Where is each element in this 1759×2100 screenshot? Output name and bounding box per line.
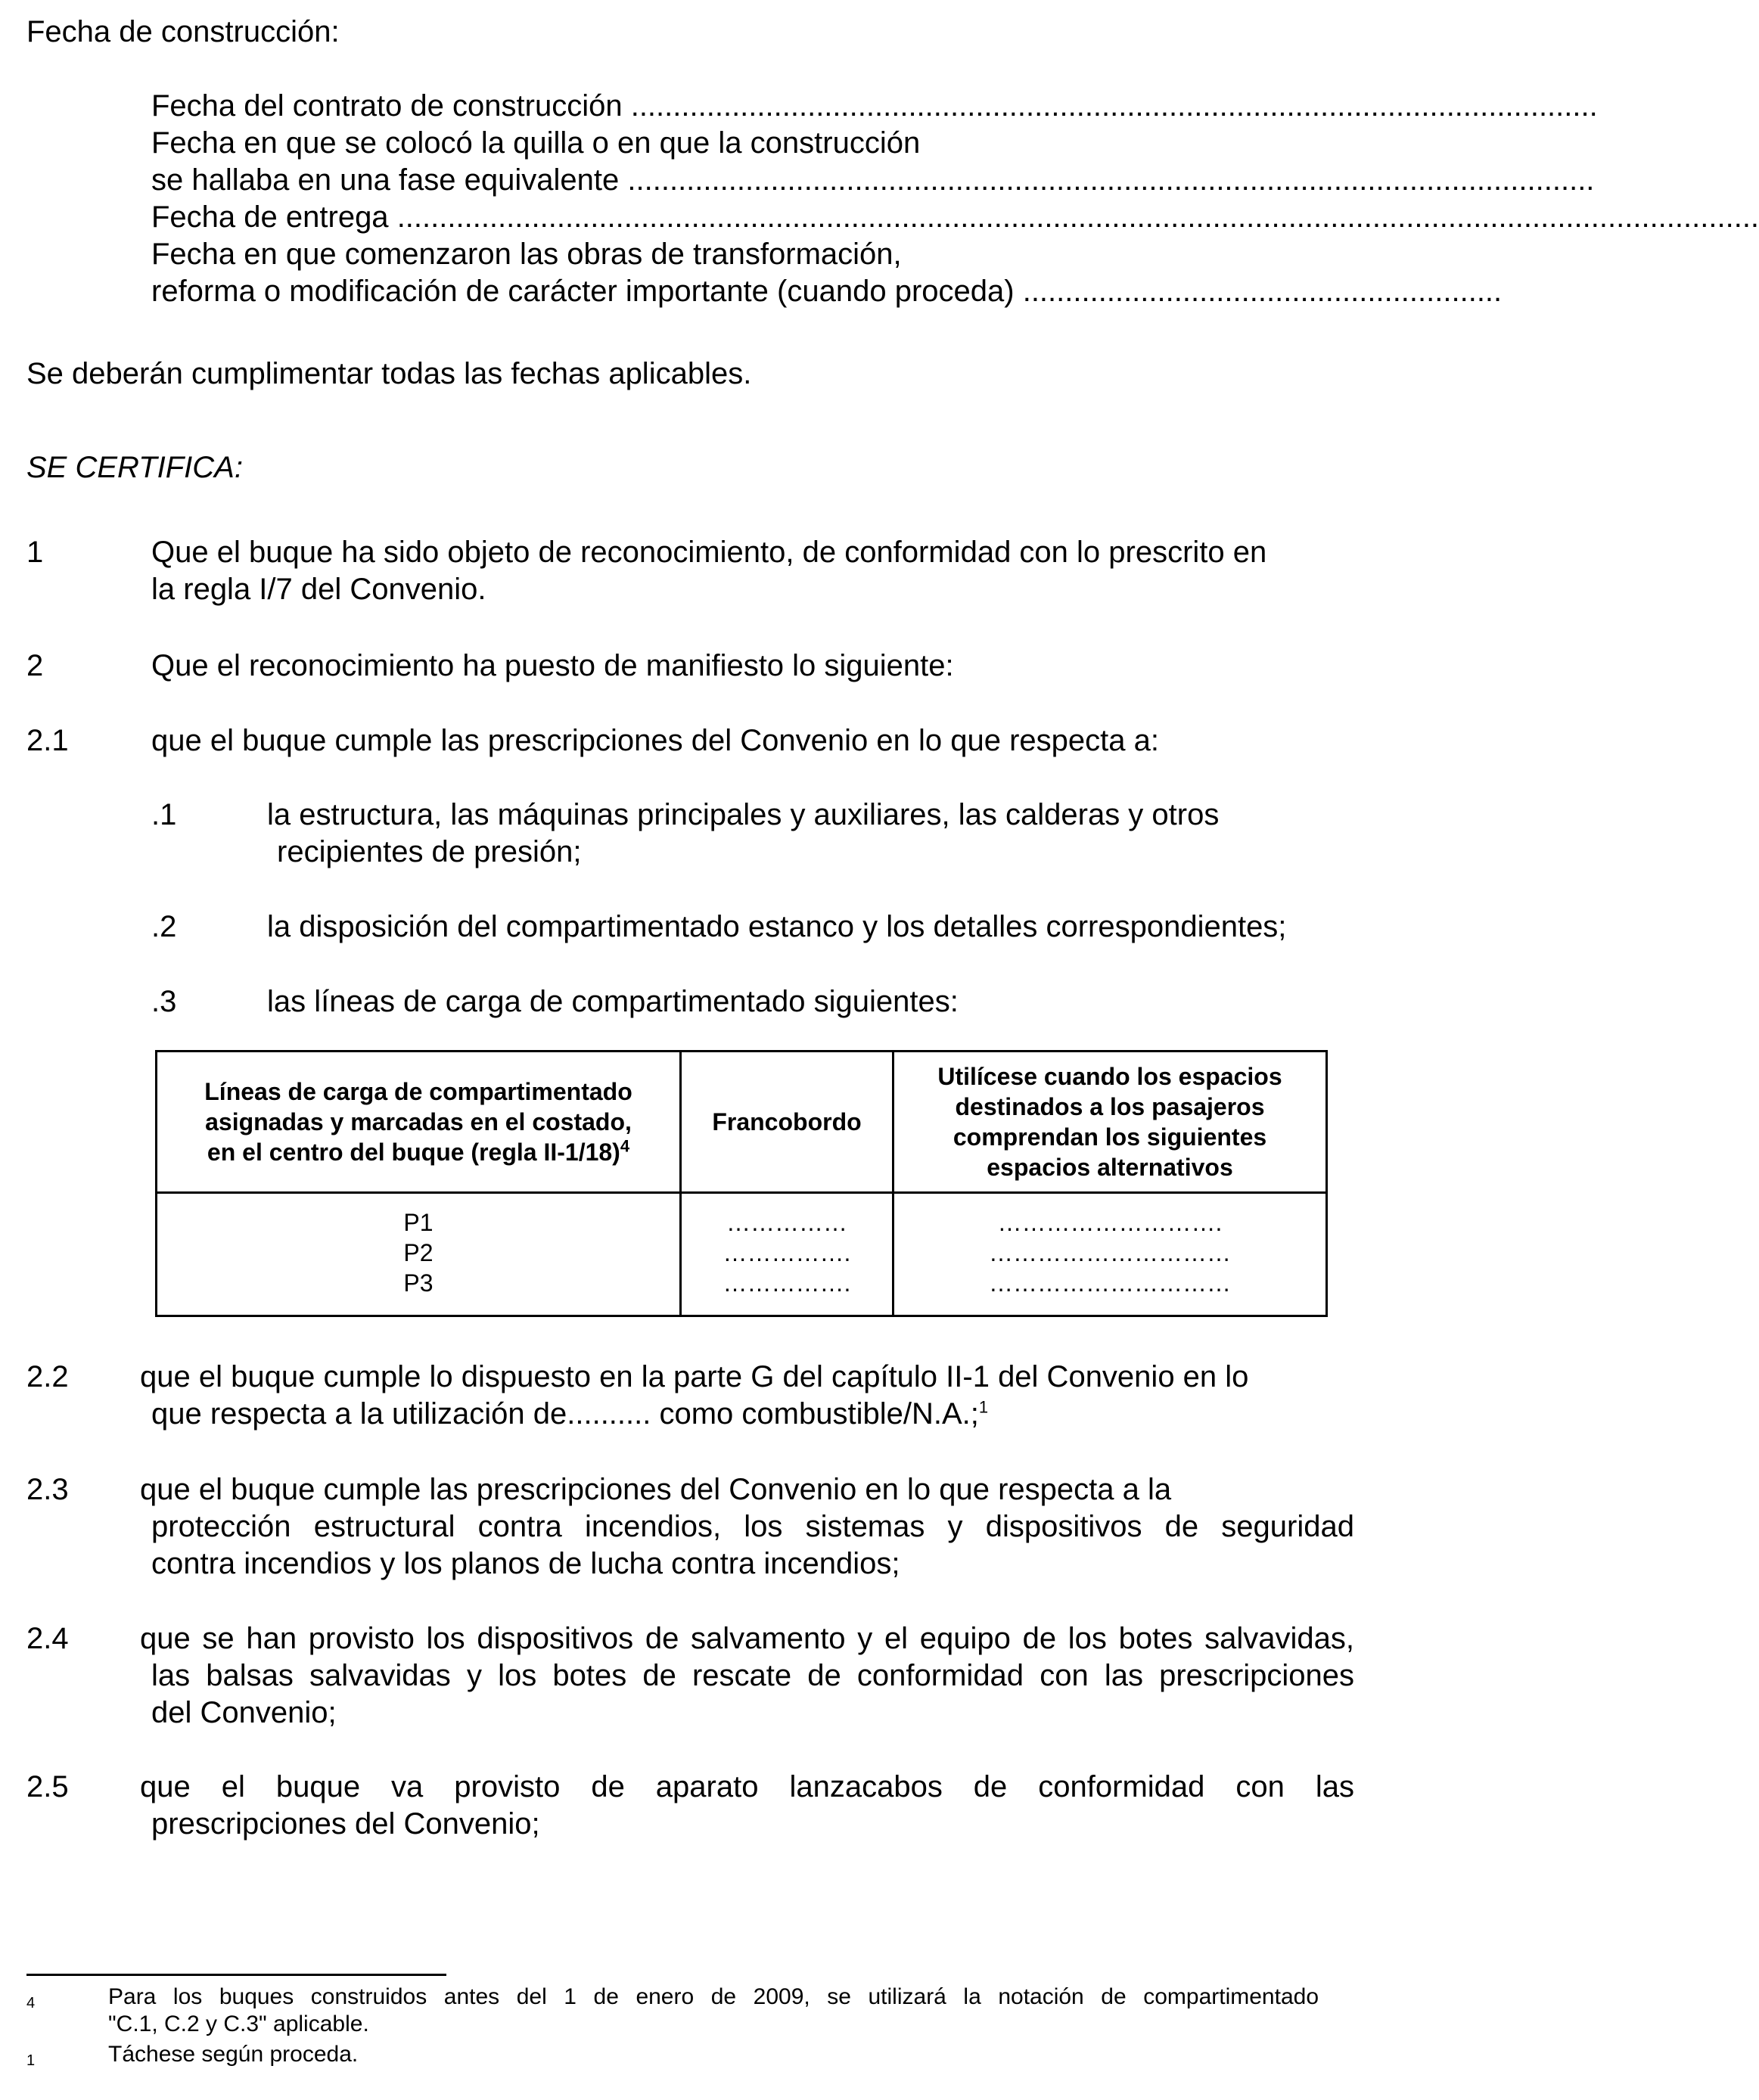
col-alternative-header (893, 1052, 1327, 1193)
item-2-1-text: que el buque cumple las prescripciones del Convenio en lo que respecta a: (151, 724, 1159, 757)
delivery-date-row (151, 199, 1759, 235)
dates-note: Se deberán cumplimentar todas las fechas aplicables. (26, 357, 752, 390)
item-2-text: Que el reconocimiento ha puesto de manifiesto lo siguiente: (151, 649, 954, 682)
alternative-blank: ………………………… (989, 1239, 1231, 1266)
item-2-3-number: 2.3 (26, 1473, 69, 1506)
item-2-2-line2 (151, 1396, 988, 1432)
certifies-heading: SE CERTIFICA: (26, 451, 243, 484)
col-load-lines-header (157, 1052, 681, 1193)
footnote-ref-1: 1 (978, 1397, 989, 1417)
item-1-line2: la regla I/7 del Convenio. (151, 573, 486, 606)
conversion-date-line1: Fecha en que comenzaron las obras de transformación, (151, 238, 902, 271)
footnote-1-line1: Táchese según proceda. (108, 2042, 359, 2067)
footnote-ref-4: 4 (620, 1136, 630, 1156)
col-alternative-line: espacios alternativos (987, 1154, 1233, 1181)
table-row (157, 1193, 1327, 1316)
keel-date-row (151, 162, 1595, 198)
delivery-date-label: Fecha de entrega (151, 200, 389, 234)
contract-date-leader: ................................................................................................................... (630, 89, 1598, 123)
item-2-2-line2-text: que respecta a la utilización de.......... como combustible/N.A.; (151, 1397, 979, 1431)
item-2-4-line3: del Convenio; (151, 1696, 337, 1729)
item-2-1-number: 2.1 (26, 724, 69, 757)
table-header-row (157, 1052, 1327, 1193)
col-load-lines-line: asignadas y marcadas en el costado, (205, 1108, 632, 1135)
load-line-mark: P2 (403, 1239, 434, 1266)
item-2-5-number: 2.5 (26, 1770, 69, 1803)
col-alternative-line: comprendan los siguientes (953, 1123, 1267, 1151)
item-2-2-number: 2.2 (26, 1360, 69, 1393)
subdivision-load-lines-table (155, 1050, 1328, 1317)
conversion-date-leader: ......................................................... (1022, 275, 1503, 308)
load-line-mark: P1 (403, 1209, 434, 1236)
keel-date-line1: Fecha en que se colocó la quilla o en que la construcción (151, 126, 921, 160)
contract-date-label: Fecha del contrato de construcción (151, 89, 623, 123)
item-2-number: 2 (26, 649, 44, 682)
sub-3-number: .3 (151, 985, 177, 1018)
footnote-4-line1: Para los buques construidos antes del 1 de enero de 2009, se utilizará la notación de compartimentado (108, 1984, 1319, 2009)
freeboard-cell (681, 1193, 893, 1316)
col-freeboard-header: Francobordo (681, 1052, 893, 1193)
alternative-blank: ………………………… (989, 1269, 1231, 1297)
item-2-2-line1: que el buque cumple lo dispuesto en la parte G del capítulo II-1 del Convenio en lo (140, 1360, 1249, 1393)
item-2-5-line2: prescripciones del Convenio; (151, 1807, 540, 1841)
col-alternative-line: Utilícese cuando los espacios (937, 1063, 1282, 1090)
freeboard-blank: ……………. (723, 1269, 851, 1297)
delivery-date-leader: .................................................................................................................................................................. (396, 200, 1759, 234)
keel-date-leader: ................................................................................................................... (627, 163, 1595, 197)
item-1-number: 1 (26, 536, 44, 569)
conversion-date-row (151, 273, 1503, 309)
freeboard-blank: …………… (726, 1209, 847, 1236)
item-2-4-line1: que se han provisto los dispositivos de salvamento y el equipo de los botes salvavidas, (140, 1622, 1354, 1655)
conversion-date-label: reforma o modificación de carácter importante (cuando proceda) (151, 275, 1015, 308)
construction-date-heading: Fecha de construcción: (26, 15, 340, 48)
contract-date-row (151, 88, 1598, 124)
item-2-3-line1: que el buque cumple las prescripciones del Convenio en lo que respecta a la (140, 1473, 1172, 1506)
footnote-4-mark: 4 (26, 1995, 36, 2011)
col-load-lines-line-text: en el centro del buque (regla II-1/18) (207, 1139, 620, 1166)
col-load-lines-line: Líneas de carga de compartimentado (204, 1078, 632, 1105)
item-2-5-line1: que el buque va provisto de aparato lanzacabos de conformidad con las (140, 1770, 1354, 1803)
alternative-blank: ………………………. (997, 1209, 1223, 1236)
load-line-marks-cell (157, 1193, 681, 1316)
item-2-3-line3: contra incendios y los planos de lucha contra incendios; (151, 1547, 900, 1580)
freeboard-blank: ……………. (723, 1239, 851, 1266)
footnote-separator (26, 1974, 446, 1976)
sub-2-number: .2 (151, 910, 177, 943)
col-alternative-line: destinados a los pasajeros (955, 1093, 1265, 1120)
item-1-line1: Que el buque ha sido objeto de reconocimiento, de conformidad con lo prescrito en (151, 536, 1267, 569)
keel-date-label: se hallaba en una fase equivalente (151, 163, 620, 197)
footnote-4-line2: "C.1, C.2 y C.3" aplicable. (108, 2011, 369, 2036)
footnote-1-mark: 1 (26, 2052, 36, 2069)
col-load-lines-line (157, 1137, 679, 1167)
sub-1-number: .1 (151, 798, 177, 831)
sub-1-line2: recipientes de presión; (277, 835, 582, 868)
sub-3-text: las líneas de carga de compartimentado siguientes: (267, 985, 959, 1018)
sub-1-line1: la estructura, las máquinas principales y auxiliares, las calderas y otros (267, 798, 1220, 831)
sub-2-text: la disposición del compartimentado estanco y los detalles correspondientes; (267, 910, 1287, 943)
item-2-3-line2: protección estructural contra incendios, los sistemas y dispositivos de seguridad (151, 1510, 1354, 1543)
alternative-cell (893, 1193, 1327, 1316)
item-2-4-line2: las balsas salvavidas y los botes de rescate de conformidad con las prescripciones (151, 1659, 1354, 1692)
item-2-4-number: 2.4 (26, 1622, 69, 1655)
load-line-mark: P3 (403, 1269, 434, 1297)
